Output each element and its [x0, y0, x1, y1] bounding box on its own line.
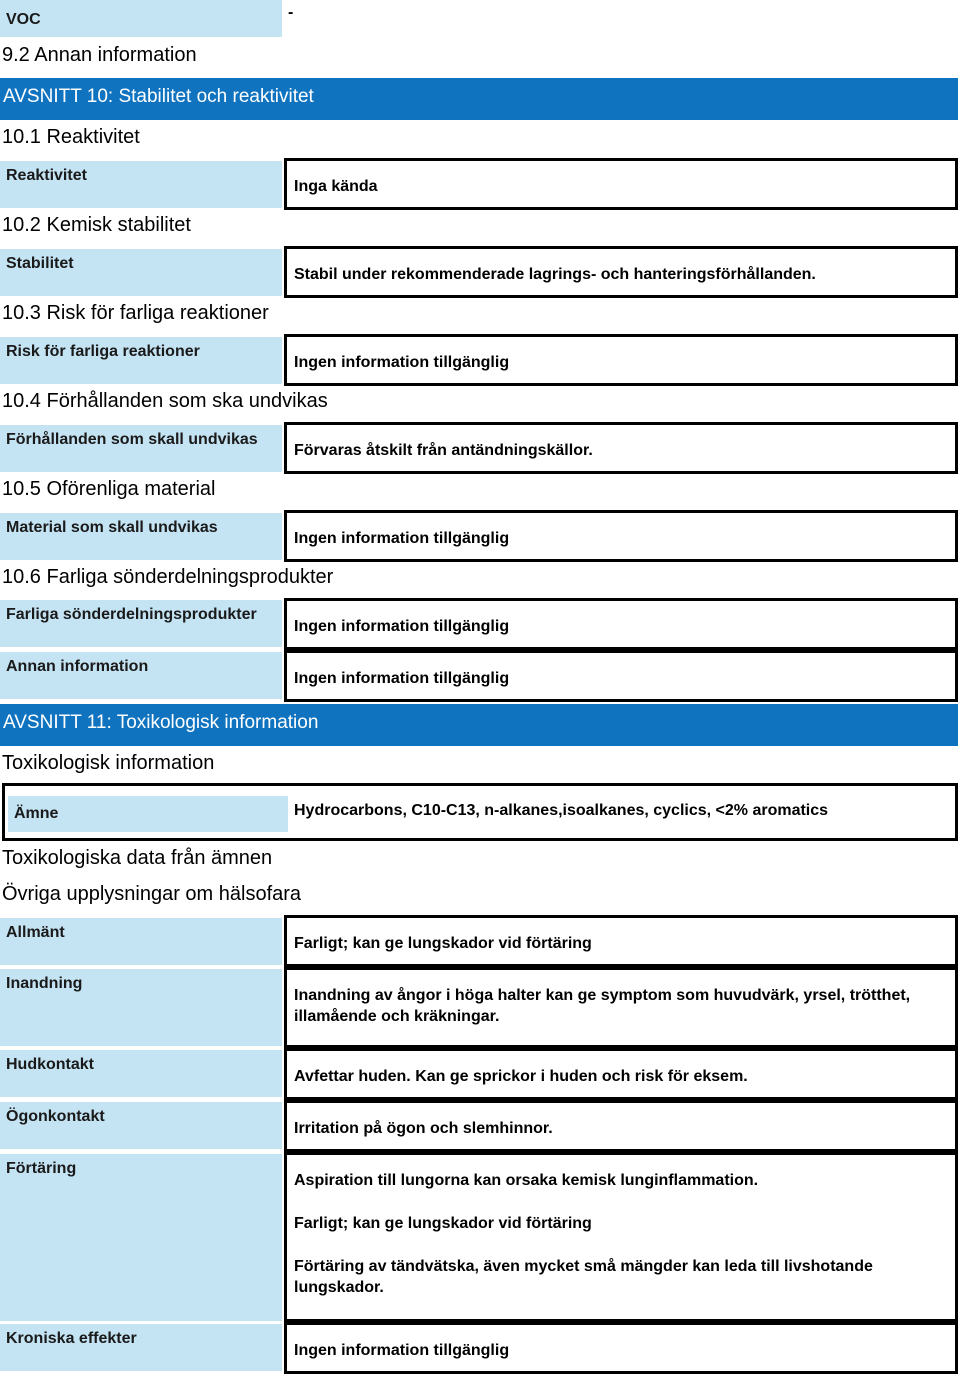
chronic-effects-value: Ingen information tillgänglig	[284, 1322, 958, 1374]
skin-contact-label: Hudkontakt	[0, 1050, 282, 1097]
ingestion-paragraph-2: Farligt; kan ge lungskador vid förtäring	[294, 1215, 592, 1232]
incompatible-materials-label: Material som skall undvikas	[0, 513, 282, 560]
heading-10-3: 10.3 Risk för farliga reaktioner	[2, 302, 269, 324]
other-info-label: Annan information	[0, 652, 282, 699]
ingestion-paragraph-1: Aspiration till lungorna kan orsaka kemisk lunginflammation.	[294, 1172, 759, 1189]
ingestion-value	[284, 1152, 958, 1322]
general-value: Farligt; kan ge lungskador vid förtäring	[284, 915, 958, 967]
eye-contact-label: Ögonkontakt	[0, 1102, 282, 1149]
substance-label: Ämne	[8, 796, 288, 832]
conditions-label: Förhållanden som skall undvikas	[0, 425, 282, 472]
chronic-effects-label: Kroniska effekter	[0, 1324, 282, 1371]
heading-health-hazards: Övriga upplysningar om hälsofara	[2, 883, 302, 905]
other-info-value: Ingen information tillgänglig	[284, 650, 958, 702]
stability-label: Stabilitet	[0, 249, 282, 296]
inhalation-label: Inandning	[0, 969, 282, 1046]
decomposition-products-value: Ingen information tillgänglig	[284, 598, 958, 650]
voc-label: VOC	[0, 0, 282, 37]
section-11-header: AVSNITT 11: Toxikologisk information	[0, 704, 958, 746]
heading-10-6: 10.6 Farliga sönderdelningsprodukter	[2, 566, 334, 588]
ingestion-label: Förtäring	[0, 1154, 282, 1321]
stability-value: Stabil under rekommenderade lagrings- och hanteringsförhållanden.	[284, 246, 958, 298]
hazardous-reactions-label: Risk för farliga reaktioner	[0, 337, 282, 384]
conditions-value: Förvaras åtskilt från antändningskällor.	[284, 422, 958, 474]
hazardous-reactions-value: Ingen information tillgänglig	[284, 334, 958, 386]
heading-9-2: 9.2 Annan information	[2, 44, 197, 66]
reactivity-label: Reaktivitet	[0, 161, 282, 208]
incompatible-materials-value: Ingen information tillgänglig	[284, 510, 958, 562]
ingestion-paragraph-3: Förtäring av tändvätska, även mycket små mängder kan leda till livshotande lungskador.	[294, 1258, 873, 1296]
heading-toxicological-info: Toxikologisk information	[2, 752, 215, 774]
heading-10-1: 10.1 Reaktivitet	[2, 126, 140, 148]
substance-value: Hydrocarbons, C10-C13, n-alkanes,isoalkanes, cyclics, <2% aromatics	[294, 802, 829, 819]
general-label: Allmänt	[0, 918, 282, 965]
decomposition-products-label: Farliga sönderdelningsprodukter	[0, 600, 282, 647]
heading-10-4: 10.4 Förhållanden som ska undvikas	[2, 390, 328, 412]
eye-contact-value: Irritation på ögon och slemhinnor.	[284, 1100, 958, 1152]
reactivity-value: Inga kända	[284, 158, 958, 210]
inhalation-value: Inandning av ångor i höga halter kan ge symptom som huvudvärk, yrsel, trötthet, illamående och kräkningar.	[284, 967, 958, 1048]
section-10-header: AVSNITT 10: Stabilitet och reaktivitet	[0, 78, 958, 120]
voc-value: -	[288, 4, 294, 21]
skin-contact-value: Avfettar huden. Kan ge sprickor i huden och risk för eksem.	[284, 1048, 958, 1100]
heading-tox-data: Toxikologiska data från ämnen	[2, 847, 273, 869]
heading-10-2: 10.2 Kemisk stabilitet	[2, 214, 191, 236]
heading-10-5: 10.5 Oförenliga material	[2, 478, 216, 500]
